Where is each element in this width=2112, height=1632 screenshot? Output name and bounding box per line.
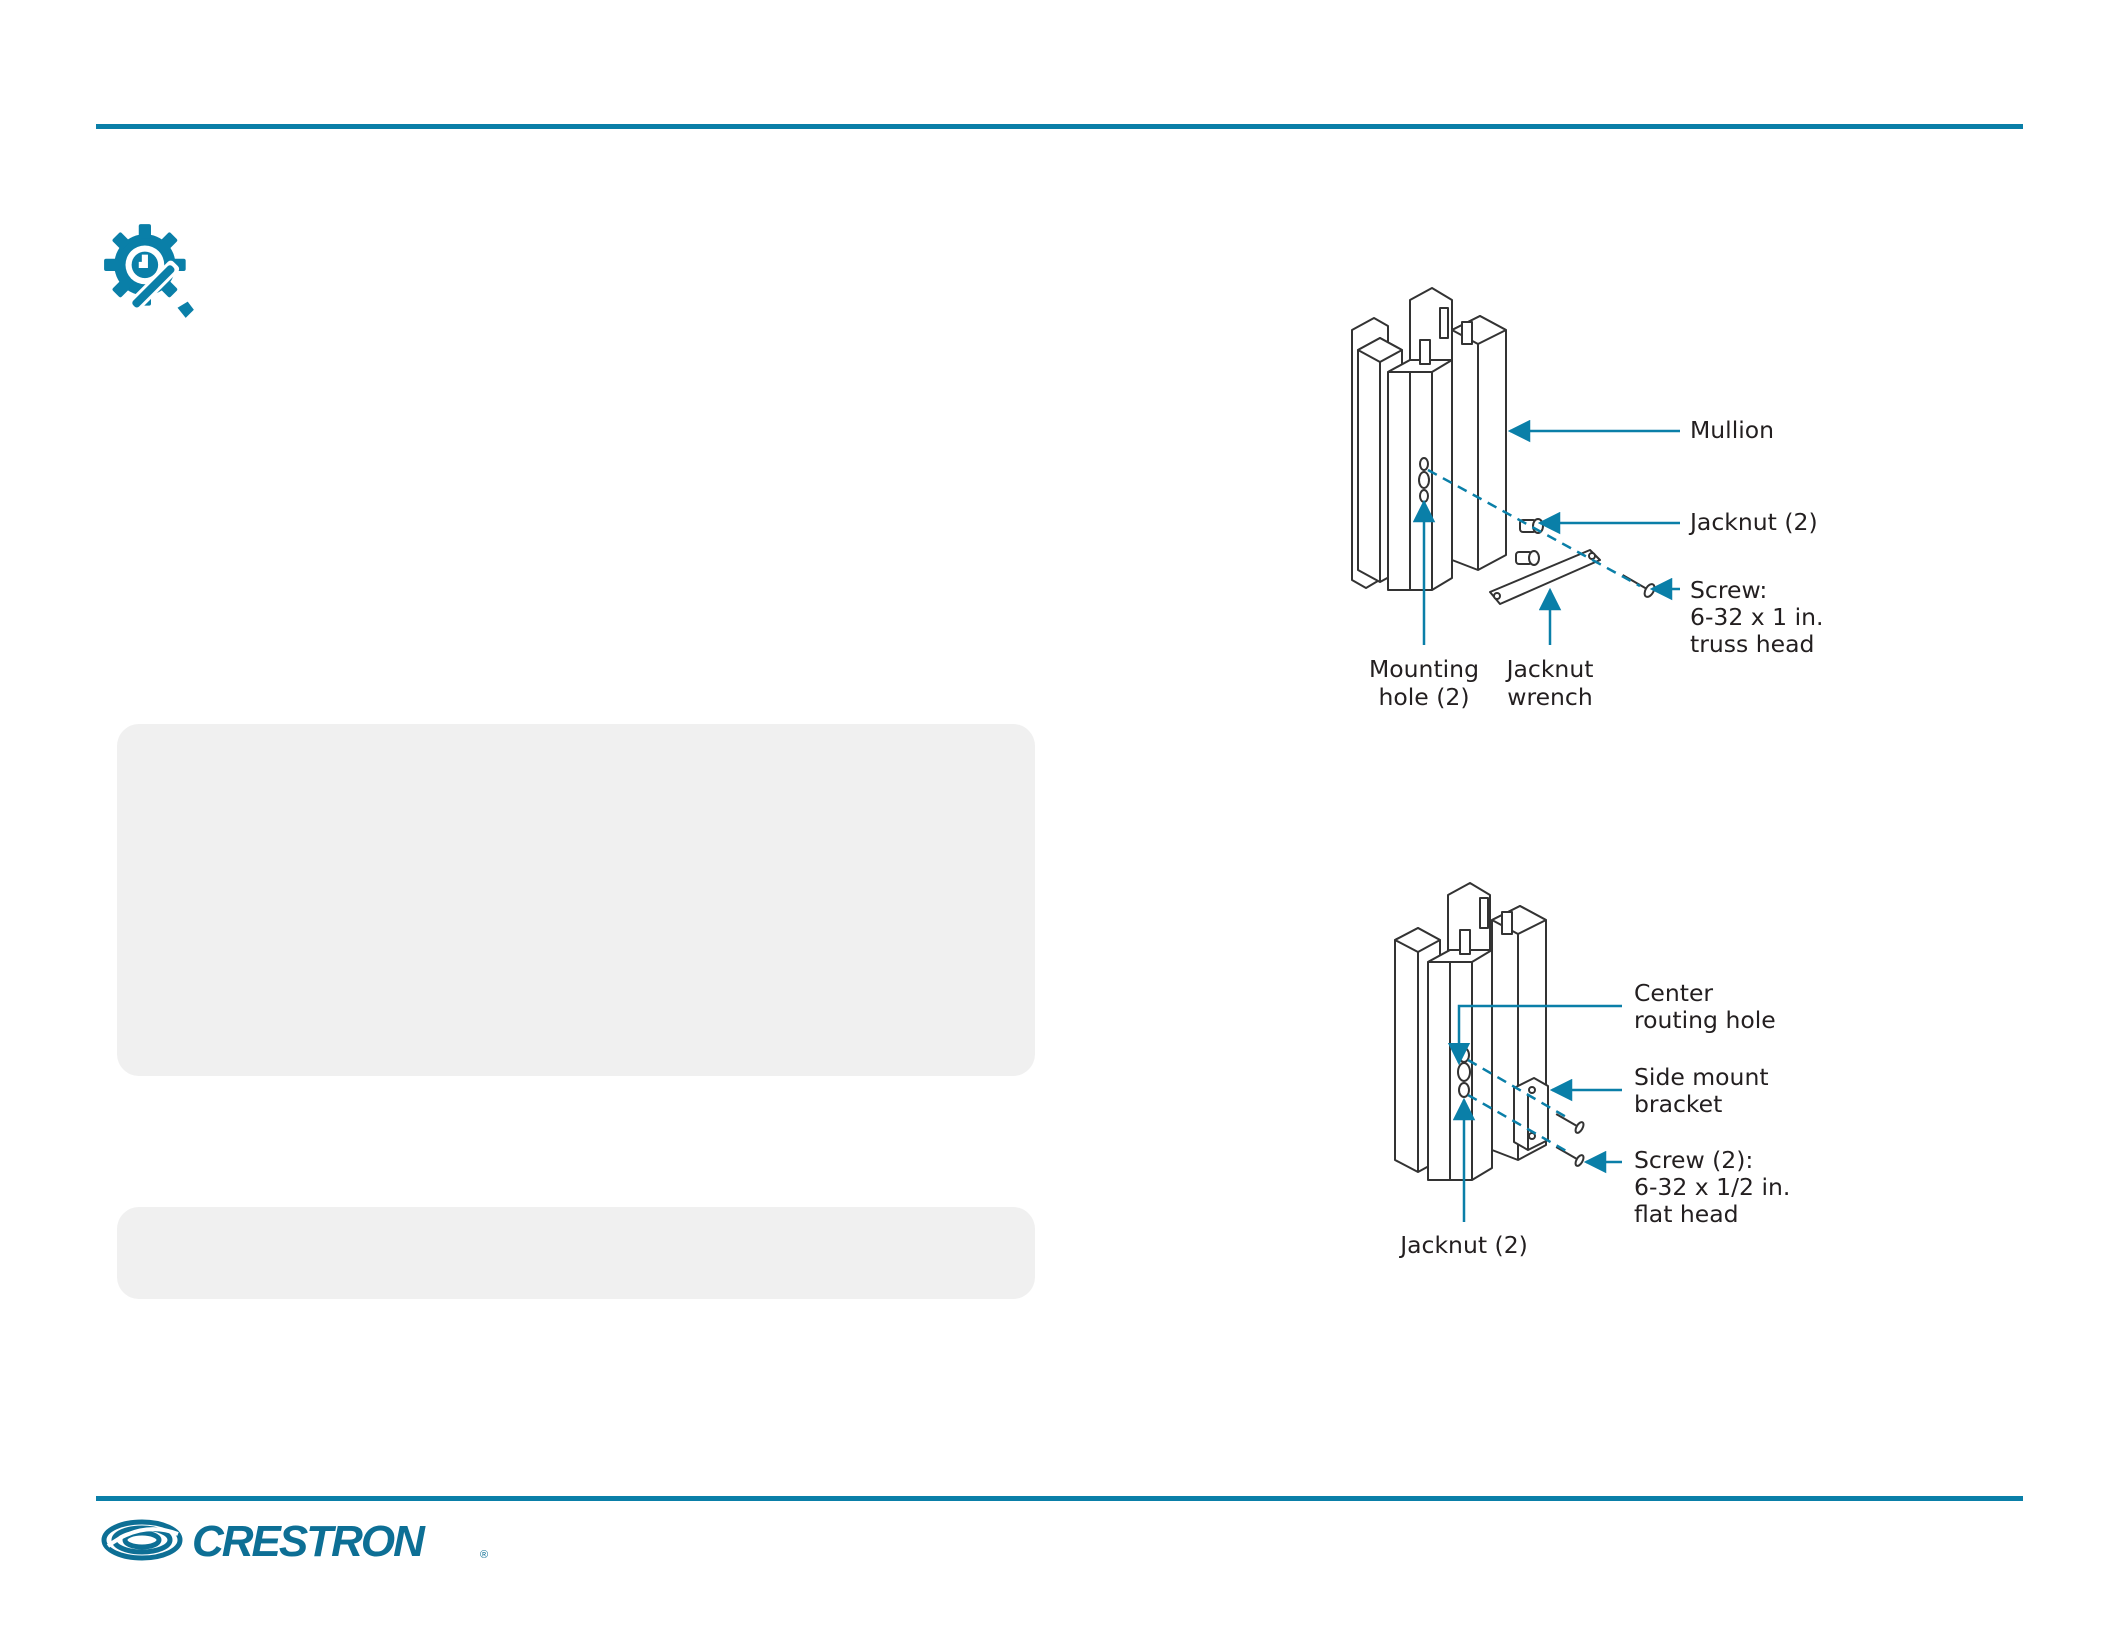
callout-bracket-label: bracket — [1634, 1090, 1723, 1118]
callout-mounting-hole: Mounting — [1369, 655, 1479, 683]
callout-screw-2-type: flat head — [1634, 1200, 1739, 1228]
callout-jacknut-2: Jacknut (2) — [1400, 1231, 1528, 1259]
brand-wordmark: CRESTRON — [192, 1517, 423, 1566]
callout-bracket: Side mount — [1634, 1063, 1769, 1091]
callout-mounting-hole-count: hole (2) — [1378, 683, 1470, 711]
callout-screw: Screw: — [1690, 576, 1768, 604]
callout-jacknut-wrench-label: wrench — [1507, 683, 1593, 711]
side-mount-diagram — [1395, 883, 1585, 1180]
callout-screw-size: 6-32 x 1 in. — [1690, 603, 1824, 631]
crestron-logo — [100, 1510, 490, 1568]
footer-rule — [96, 1496, 2023, 1501]
registered-mark: ® — [480, 1549, 489, 1561]
callout-jacknut: Jacknut (2) — [1690, 508, 1818, 536]
callout-screw-2-size: 6-32 x 1/2 in. — [1634, 1173, 1791, 1201]
callout-screw-2: Screw (2): — [1634, 1146, 1754, 1174]
mullion-diagram — [1352, 288, 1656, 604]
callout-center-hole-label: routing hole — [1634, 1006, 1776, 1034]
callout-mullion: Mullion — [1690, 416, 1775, 444]
callout-jacknut-wrench: Jacknut — [1506, 655, 1594, 683]
callout-center-hole: Center — [1634, 979, 1714, 1007]
callout-screw-type: truss head — [1690, 630, 1815, 658]
